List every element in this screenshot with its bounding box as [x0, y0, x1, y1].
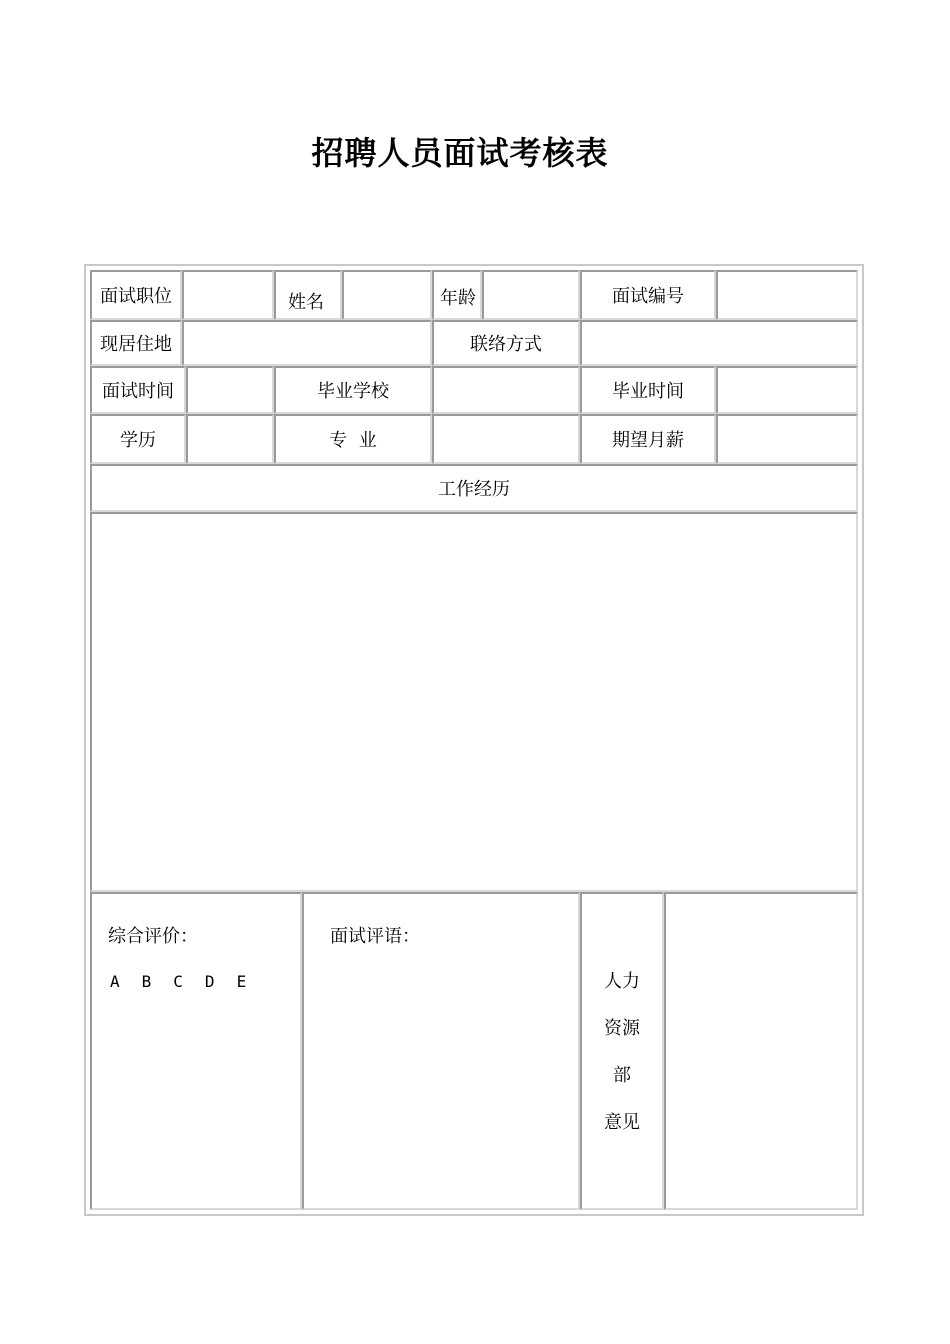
name-label: 姓名: [274, 270, 342, 320]
evaluation-cell: [90, 892, 302, 1210]
residence-label: 现居住地: [90, 320, 182, 366]
interview-time-label: 面试时间: [90, 366, 186, 414]
evaluation-label: 综合评价：: [108, 926, 198, 947]
salary-field[interactable]: [716, 414, 858, 464]
position-field[interactable]: [182, 270, 274, 320]
education-label: 学历: [90, 414, 186, 464]
work-experience-label: 工作经历: [90, 464, 858, 512]
grade-a[interactable]: A: [110, 972, 120, 991]
grade-e[interactable]: E: [236, 972, 247, 991]
hr-line-2: 资源: [604, 1018, 640, 1039]
hr-line-3: 部: [613, 1065, 631, 1086]
major-field[interactable]: [432, 414, 580, 464]
hr-opinion-label-cell: [580, 892, 664, 1210]
page-title: 招聘人员面试考核表: [311, 134, 609, 172]
position-label: 面试职位: [90, 270, 182, 320]
hr-opinion-field[interactable]: [664, 892, 858, 1210]
residence-field[interactable]: [182, 320, 432, 366]
work-experience-field[interactable]: [90, 512, 858, 892]
comments-cell[interactable]: [302, 892, 580, 1210]
major-label: 专 业: [274, 414, 432, 464]
age-field[interactable]: [482, 270, 580, 320]
grade-options: [110, 972, 246, 991]
grade-d[interactable]: D: [204, 972, 215, 991]
comments-label: 面试评语：: [330, 926, 420, 947]
hr-line-1: 人力: [604, 971, 640, 992]
grad-time-label: 毕业时间: [580, 366, 716, 414]
hr-opinion-label: [582, 968, 662, 1136]
grade-c[interactable]: C: [173, 972, 183, 991]
contact-label: 联络方式: [432, 320, 580, 366]
grad-time-field[interactable]: [716, 366, 858, 414]
interview-time-field[interactable]: [186, 366, 274, 414]
school-field[interactable]: [432, 366, 580, 414]
interview-no-field[interactable]: [716, 270, 858, 320]
grade-b[interactable]: B: [141, 972, 152, 991]
age-label: 年龄: [432, 270, 482, 320]
salary-label: 期望月薪: [580, 414, 716, 464]
education-field[interactable]: [186, 414, 274, 464]
interview-no-label: 面试编号: [580, 270, 716, 320]
hr-line-4: 意见: [604, 1112, 640, 1133]
name-field[interactable]: [342, 270, 432, 320]
school-label: 毕业学校: [274, 366, 432, 414]
interview-form-table: [84, 264, 864, 1216]
contact-field[interactable]: [580, 320, 858, 366]
